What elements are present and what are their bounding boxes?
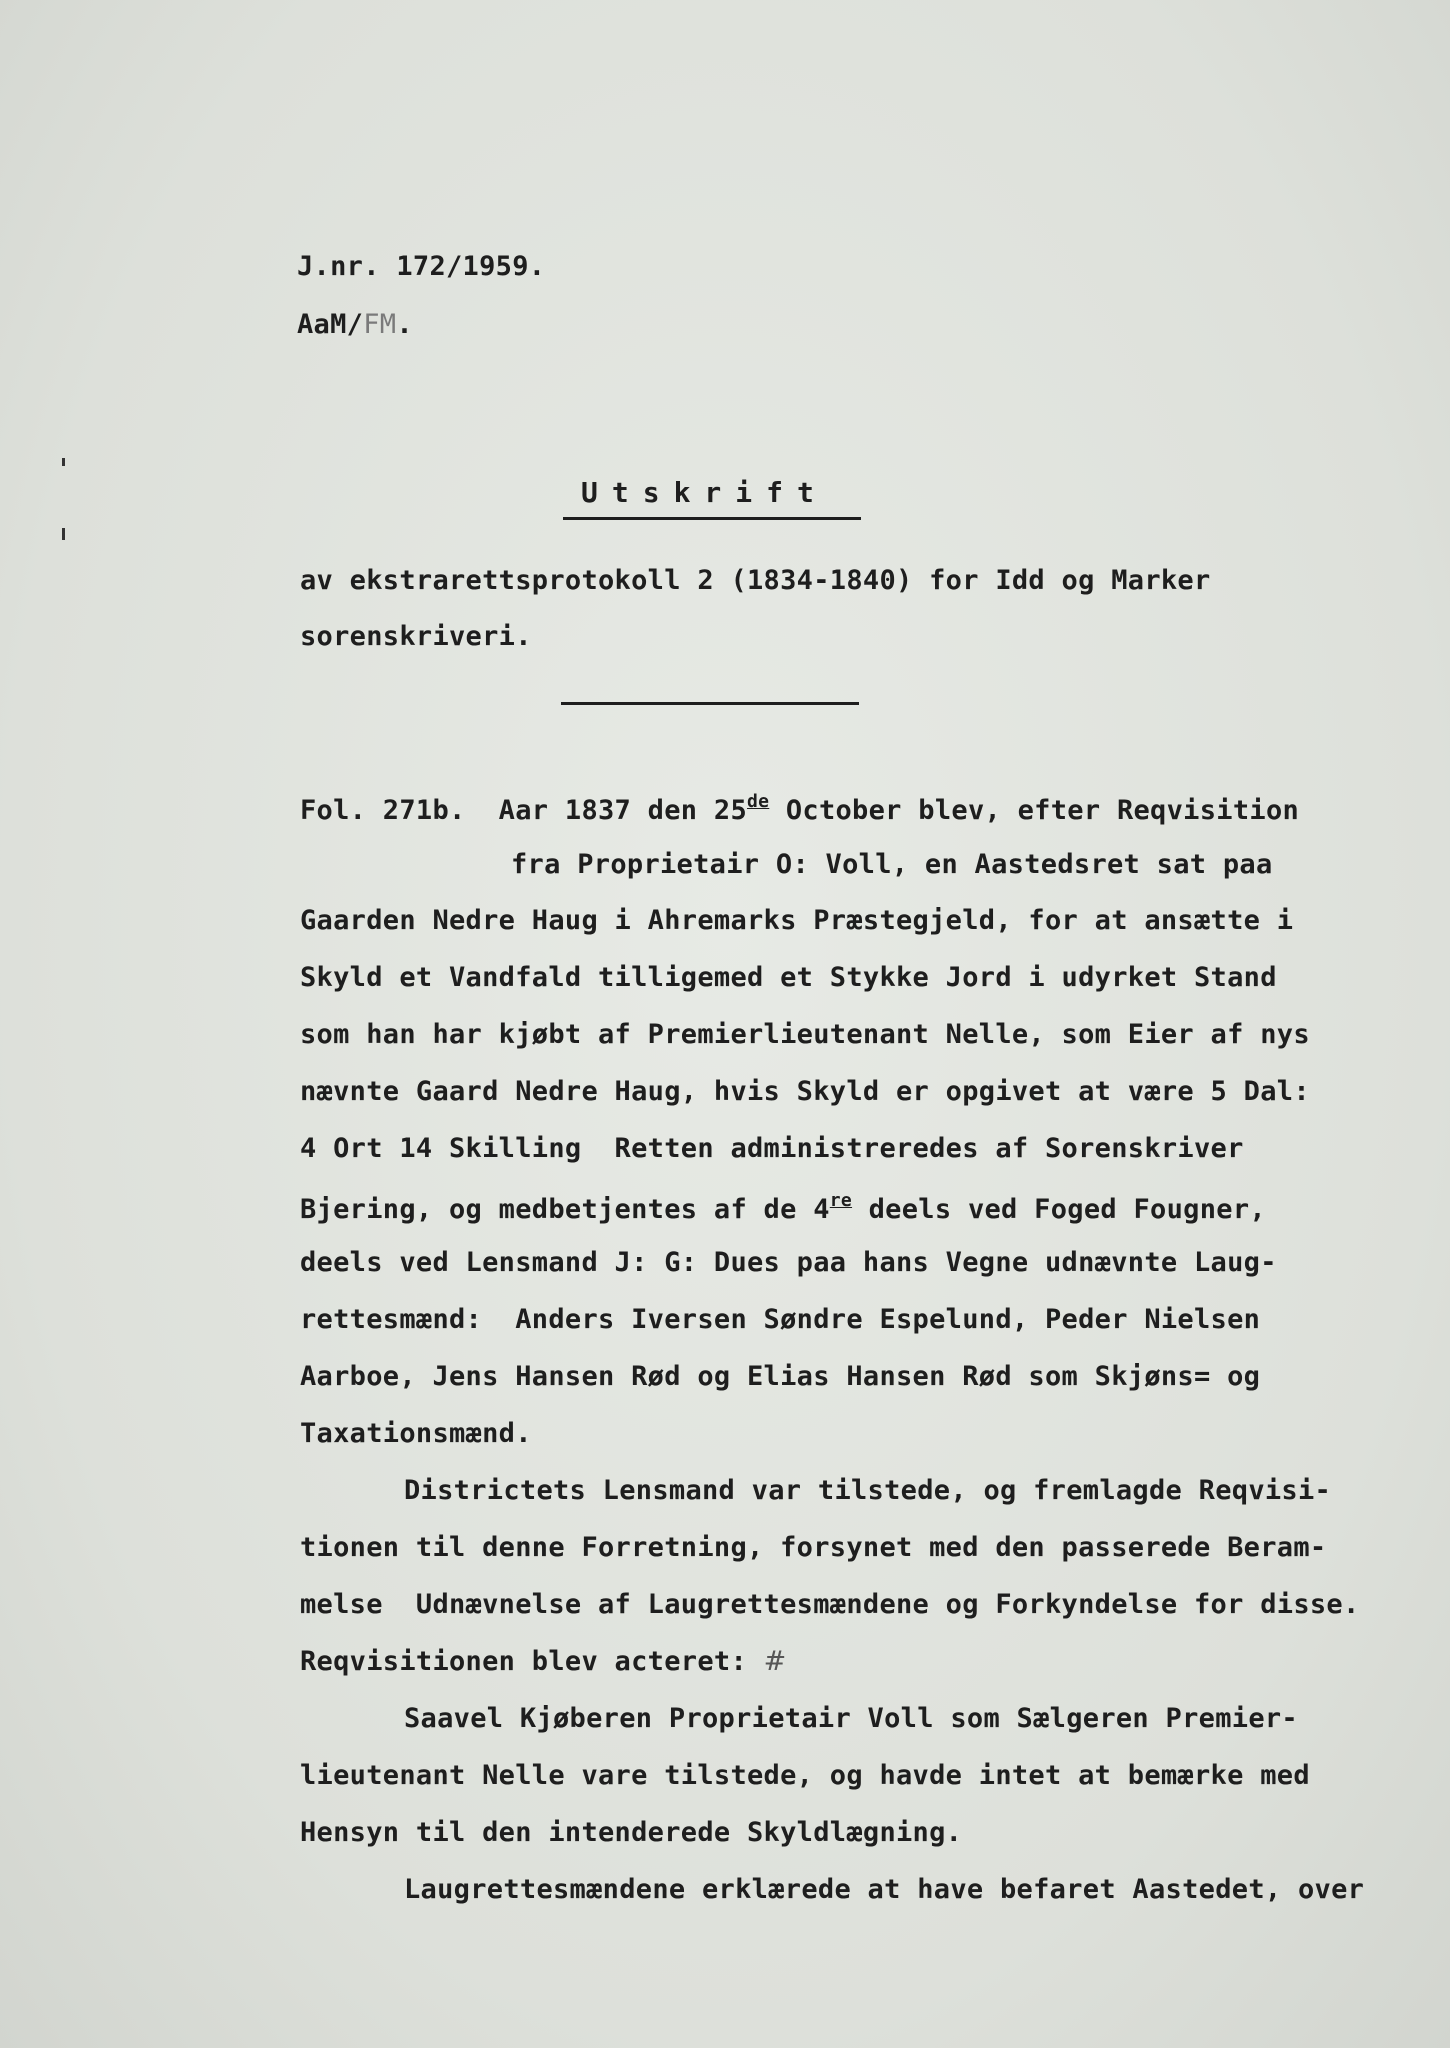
section-divider <box>561 702 859 705</box>
body-line: fra Proprietair O: Voll, en Aastedsret sat paa <box>511 849 1273 880</box>
body-line: Saavel Kjøberen Proprietair Voll som Sælgeren Premier- <box>404 1703 1298 1734</box>
journal-number: J.nr. 172/1959. <box>297 251 546 282</box>
body-line: deels ved Lensmand J: G: Dues paa hans Vegne udnævnte Laug- <box>300 1247 1277 1278</box>
body-line: melse Udnævnelse af Laugrettesmændene og Forkyndelse for disse. <box>300 1589 1360 1620</box>
body-line: Laugrettesmændene erklærede at have befaret Aastedet, over <box>404 1874 1365 1905</box>
body-line: nævnte Gaard Nedre Haug, hvis Skyld er opgivet at være 5 Dal: <box>300 1076 1310 1107</box>
subtitle-line-2: sorenskriveri. <box>300 621 532 652</box>
body-line: rettesmænd: Anders Iversen Søndre Espelund, Peder Nielsen <box>300 1304 1261 1335</box>
title-underline <box>563 517 861 520</box>
initials: AaM/FM. <box>297 309 413 340</box>
body-line: tionen til denne Forretning, forsynet med den passerede Beram- <box>300 1532 1327 1563</box>
body-line: som han har kjøbt af Premierlieutenant Nelle, som Eier af nys <box>300 1019 1310 1050</box>
document-title: Utskrift <box>581 476 828 509</box>
handwritten-mark: # <box>763 1646 787 1677</box>
margin-mark <box>62 528 65 540</box>
body-line: Fol. 271b. Aar 1837 den 25de October blev, efter Reqvisition <box>300 791 1300 826</box>
body-line: 4 Ort 14 Skilling Retten administreredes af Sorenskriver <box>300 1133 1244 1164</box>
body-line: Gaarden Nedre Haug i Ahremarks Præstegjeld, for at ansætte i <box>300 905 1294 936</box>
body-line: Districtets Lensmand var tilstede, og fremlagde Reqvisi- <box>404 1475 1332 1506</box>
body-line: Aarboe, Jens Hansen Rød og Elias Hansen Rød som Skjøns= og <box>300 1361 1261 1392</box>
body-line: Skyld et Vandfald tilligemed et Stykke Jord i udyrket Stand <box>300 962 1277 993</box>
body-line: Hensyn til den intenderede Skyldlægning. <box>300 1817 963 1848</box>
body-line: Taxationsmænd. <box>300 1418 532 1449</box>
subtitle-line-1: av ekstrarettsprotokoll 2 (1834-1840) for Idd og Marker <box>300 565 1211 596</box>
margin-mark <box>62 458 65 466</box>
body-line: Bjering, og medbetjentes af de 4re deels ved Foged Fougner, <box>300 1190 1266 1225</box>
body-line: lieutenant Nelle vare tilstede, og havde intet at bemærke med <box>300 1760 1310 1791</box>
body-line: Reqvisitionen blev acteret: # <box>300 1646 787 1677</box>
